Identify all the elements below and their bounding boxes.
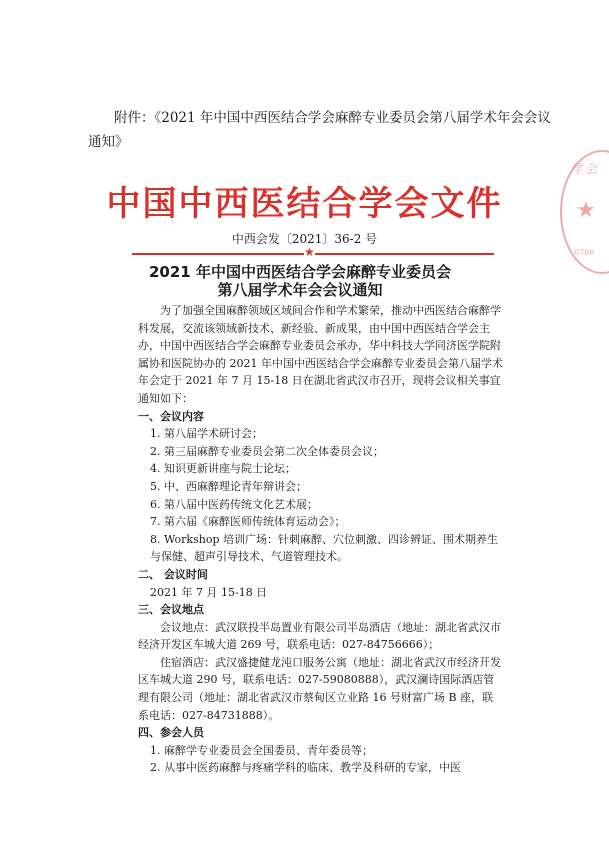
notice-body	[138, 302, 504, 777]
notice-title-line1: 2021 年中国中西医结合学会麻醉专业委员会	[149, 263, 451, 281]
list-item: 5. 中、西麻醉理论青年辩讲会；	[150, 479, 307, 493]
official-seal-stamp	[560, 150, 609, 274]
list-item: 8. Workshop 培训广场：针刺麻醉、穴位刺激、四诊辨证、围术期养生与保健、超声引导技术、气道管理技术。	[150, 532, 498, 564]
hotel-paragraph: 住宿酒店：武汉盛捷健龙沌口服务公寓（地址：湖北省武汉市经济开发区车城大道 290 号，联系电话：027-59080888），武汉澜诗国际酒店管理有限公司（地址：湖北省武汉市蔡甸区立业路 16 号财富广场 B 座，联系电话：027-84731888）。	[138, 655, 501, 722]
document-number: 中西会发〔2021〕36-2 号	[231, 232, 378, 246]
list-item: 2. 第三届麻醉专业委员会第二次全体委员会议；	[150, 444, 384, 458]
section2-heading: 二、 会议时间	[138, 567, 208, 581]
list-item: 6. 第八届中医药传统文化艺术展；	[150, 497, 318, 511]
section1-heading: 一、会议内容	[138, 409, 204, 423]
star-icon: ★	[304, 245, 315, 259]
section3-heading: 三、会议地点	[138, 603, 204, 617]
seal-ring-text: 学会	[572, 162, 601, 176]
venue-paragraph: 会议地点：武汉联投半岛置业有限公司半岛酒店（地址：湖北省武汉市经济开发区车城大道 269 号，联系电话：027-84756666）；	[138, 620, 501, 652]
attachment-line: 附件：《2021 年中国中西医结合学会麻醉专业委员会第八届学术年会会议通知》	[88, 110, 551, 150]
notice-title	[100, 263, 500, 299]
list-item: 7. 第六届《麻醉医师传统体育运动会》；	[150, 515, 346, 529]
list-item: 4. 知识更新讲座与院士论坛；	[150, 462, 296, 476]
seal-code: 0786	[574, 248, 595, 257]
notice-title-line2: 第八届学术年会会议通知	[217, 281, 383, 299]
meeting-date: 2021 年 7 月 15-18 日	[150, 585, 268, 599]
list-item: 1. 麻醉学专业委员会全国委员、青年委员等；	[150, 743, 373, 757]
intro-paragraph: 为了加强全国麻醉领域区域间合作和学术繁荣，推动中西医结合麻醉学科发展，交流该领域新技术、新经验、新成果，由中国中西医结合学会主办，中国中西医结合学会麻醉专业委员会承办，华中科技大学同济医学院附属协和医院协办的 2021 年中国中西医结合学会麻醉专业委员会第八届学术年会定于 2021 年 7 月 15-18 日在湖北省武汉市召开，现将会议相关事宜通知如下：	[138, 304, 503, 405]
seal-star-icon: ★	[576, 198, 596, 223]
list-item: 2. 从事中医药麻醉与疼痛学科的临床、教学及科研的专家，中医	[150, 761, 461, 775]
list-item: 1. 第八届学术研讨会；	[150, 427, 263, 441]
section4-heading: 四、参会人员	[138, 726, 204, 740]
org-document-title: 中国中西医结合学会文件	[106, 184, 503, 224]
